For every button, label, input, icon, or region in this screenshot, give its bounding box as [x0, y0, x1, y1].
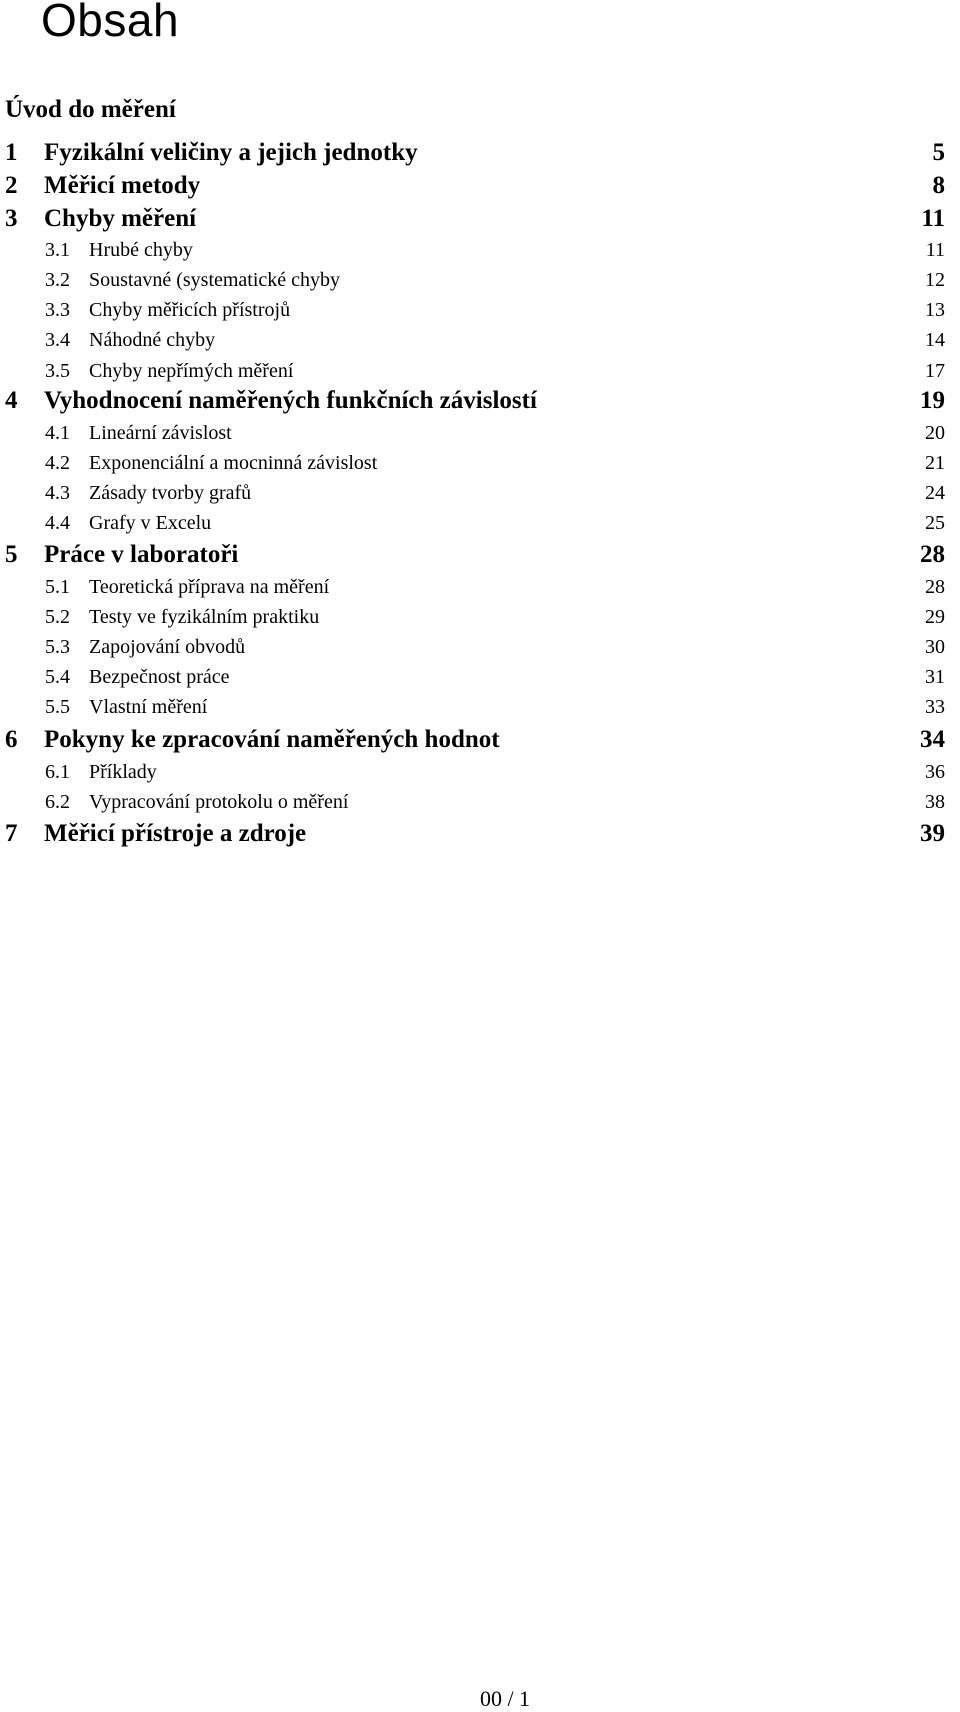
toc-entry-page: 34: [920, 726, 945, 753]
toc-entry-number: 6.2: [45, 791, 70, 813]
toc-entry-number: 5: [5, 541, 18, 568]
toc-entry-number: 6.1: [45, 761, 70, 783]
toc-entry-title: Vypracování protokolu o měření: [89, 791, 349, 813]
toc-entry-page: 33: [925, 696, 945, 718]
toc-entry-number: 5.5: [45, 696, 70, 718]
toc-section-entry[interactable]: [0, 355, 960, 387]
intro-heading: Úvod do měření: [5, 96, 176, 123]
toc-entry-title: Měřicí metody: [44, 172, 201, 199]
toc-section-entry[interactable]: [0, 294, 960, 326]
toc-entry-page: 31: [925, 666, 945, 688]
toc-entry-page: 29: [925, 606, 945, 628]
toc-entry-number: 4.2: [45, 452, 70, 474]
toc-entry-title: Lineární závislost: [89, 422, 232, 444]
toc-entry-number: 1: [5, 139, 18, 166]
toc-entry-number: 4.1: [45, 422, 70, 444]
toc-chapter-entry[interactable]: [0, 818, 960, 850]
toc-entry-page: 8: [932, 172, 945, 199]
toc-entry-title: Chyby měřicích přístrojů: [89, 299, 291, 321]
toc-entry-number: 7: [5, 820, 18, 847]
toc-entry-title: Soustavné (systematické chyby: [89, 269, 341, 291]
toc-entry-title: Náhodné chyby: [89, 329, 216, 351]
toc-section-entry[interactable]: [0, 324, 960, 356]
toc-entry-number: 3.5: [45, 360, 70, 382]
toc-entry-number: 5.3: [45, 636, 70, 658]
toc-entry-title: Chyby měření: [44, 205, 197, 232]
toc-entry-title: Práce v laboratoři: [44, 541, 239, 568]
footer-page-number: 00 / 1: [479, 1686, 531, 1711]
toc-section-entry[interactable]: [0, 234, 960, 266]
toc-section-entry[interactable]: [0, 447, 960, 479]
toc-section-entry[interactable]: [0, 507, 960, 539]
toc-section-entry[interactable]: [0, 264, 960, 296]
toc-entry-page: 21: [925, 452, 945, 474]
toc-entry-number: 3: [5, 205, 18, 232]
toc-entry-page: 17: [925, 360, 945, 382]
toc-entry-number: 4: [5, 387, 18, 414]
toc-entry-page: 20: [925, 422, 945, 444]
toc-chapter-entry[interactable]: [0, 724, 960, 756]
toc-entry-page: 13: [925, 299, 945, 321]
toc-section-entry[interactable]: [0, 601, 960, 633]
toc-entry-page: 19: [920, 387, 945, 414]
toc-entry-page: 36: [925, 761, 945, 783]
toc-entry-title: Exponenciální a mocninná závislost: [89, 452, 378, 474]
toc-entry-number: 5.2: [45, 606, 70, 628]
toc-section-entry[interactable]: [0, 417, 960, 449]
toc-section-entry[interactable]: [0, 691, 960, 723]
toc-entry-title: Měřicí přístroje a zdroje: [44, 820, 307, 847]
toc-chapter-entry[interactable]: [0, 203, 960, 235]
toc-entry-title: Pokyny ke zpracování naměřených hodnot: [44, 726, 500, 753]
toc-entry-page: 28: [925, 576, 945, 598]
toc-entry-title: Bezpečnost práce: [89, 666, 230, 688]
toc-entry-title: Chyby nepřímých měření: [89, 360, 294, 382]
toc-entry-title: Testy ve fyzikálním praktiku: [89, 606, 320, 628]
toc-entry-title: Fyzikální veličiny a jejich jednotky: [44, 139, 418, 166]
toc-section-entry[interactable]: [0, 786, 960, 818]
toc-section-entry[interactable]: [0, 661, 960, 693]
toc-section-entry[interactable]: [0, 631, 960, 663]
toc-entry-page: 11: [925, 239, 945, 261]
toc-chapter-entry[interactable]: [0, 385, 960, 417]
toc-entry-page: 11: [921, 205, 945, 232]
toc-entry-number: 5.1: [45, 576, 70, 598]
toc-entry-number: 2: [5, 172, 18, 199]
page-title: Obsah: [41, 0, 180, 46]
toc-entry-title: Vlastní měření: [89, 696, 208, 718]
toc-entry-page: 14: [925, 329, 945, 351]
toc-entry-number: 3.4: [45, 329, 70, 351]
toc-entry-page: 30: [925, 636, 945, 658]
toc-entry-number: 4.3: [45, 482, 70, 504]
toc-entry-title: Vyhodnocení naměřených funkčních závislostí: [44, 387, 537, 414]
toc-entry-page: 12: [925, 269, 945, 291]
toc-entry-title: Teoretická příprava na měření: [89, 576, 330, 598]
toc-entry-number: 5.4: [45, 666, 70, 688]
toc-entry-page: 5: [932, 139, 945, 166]
toc-entry-number: 3.2: [45, 269, 70, 291]
toc-chapter-entry[interactable]: [0, 539, 960, 571]
toc-entry-page: 28: [920, 541, 945, 568]
toc-entry-page: 24: [925, 482, 945, 504]
toc-entry-title: Grafy v Excelu: [89, 512, 212, 534]
toc-section-entry[interactable]: [0, 571, 960, 603]
toc-entry-title: Zapojování obvodů: [89, 636, 246, 658]
toc-section-entry[interactable]: [0, 756, 960, 788]
toc-entry-number: 3.1: [45, 239, 70, 261]
toc-entry-number: 4.4: [45, 512, 70, 534]
toc-chapter-entry[interactable]: [0, 170, 960, 202]
toc-entry-number: 6: [5, 726, 18, 753]
toc-entry-title: Hrubé chyby: [89, 239, 193, 261]
toc-entry-page: 38: [925, 791, 945, 813]
toc-entry-title: Zásady tvorby grafů: [89, 482, 252, 504]
toc-entry-page: 39: [920, 820, 945, 847]
toc-section-entry[interactable]: [0, 477, 960, 509]
toc-entry-number: 3.3: [45, 299, 70, 321]
toc-entry-page: 25: [925, 512, 945, 534]
toc-chapter-entry[interactable]: [0, 137, 960, 169]
toc-entry-title: Příklady: [89, 761, 157, 783]
